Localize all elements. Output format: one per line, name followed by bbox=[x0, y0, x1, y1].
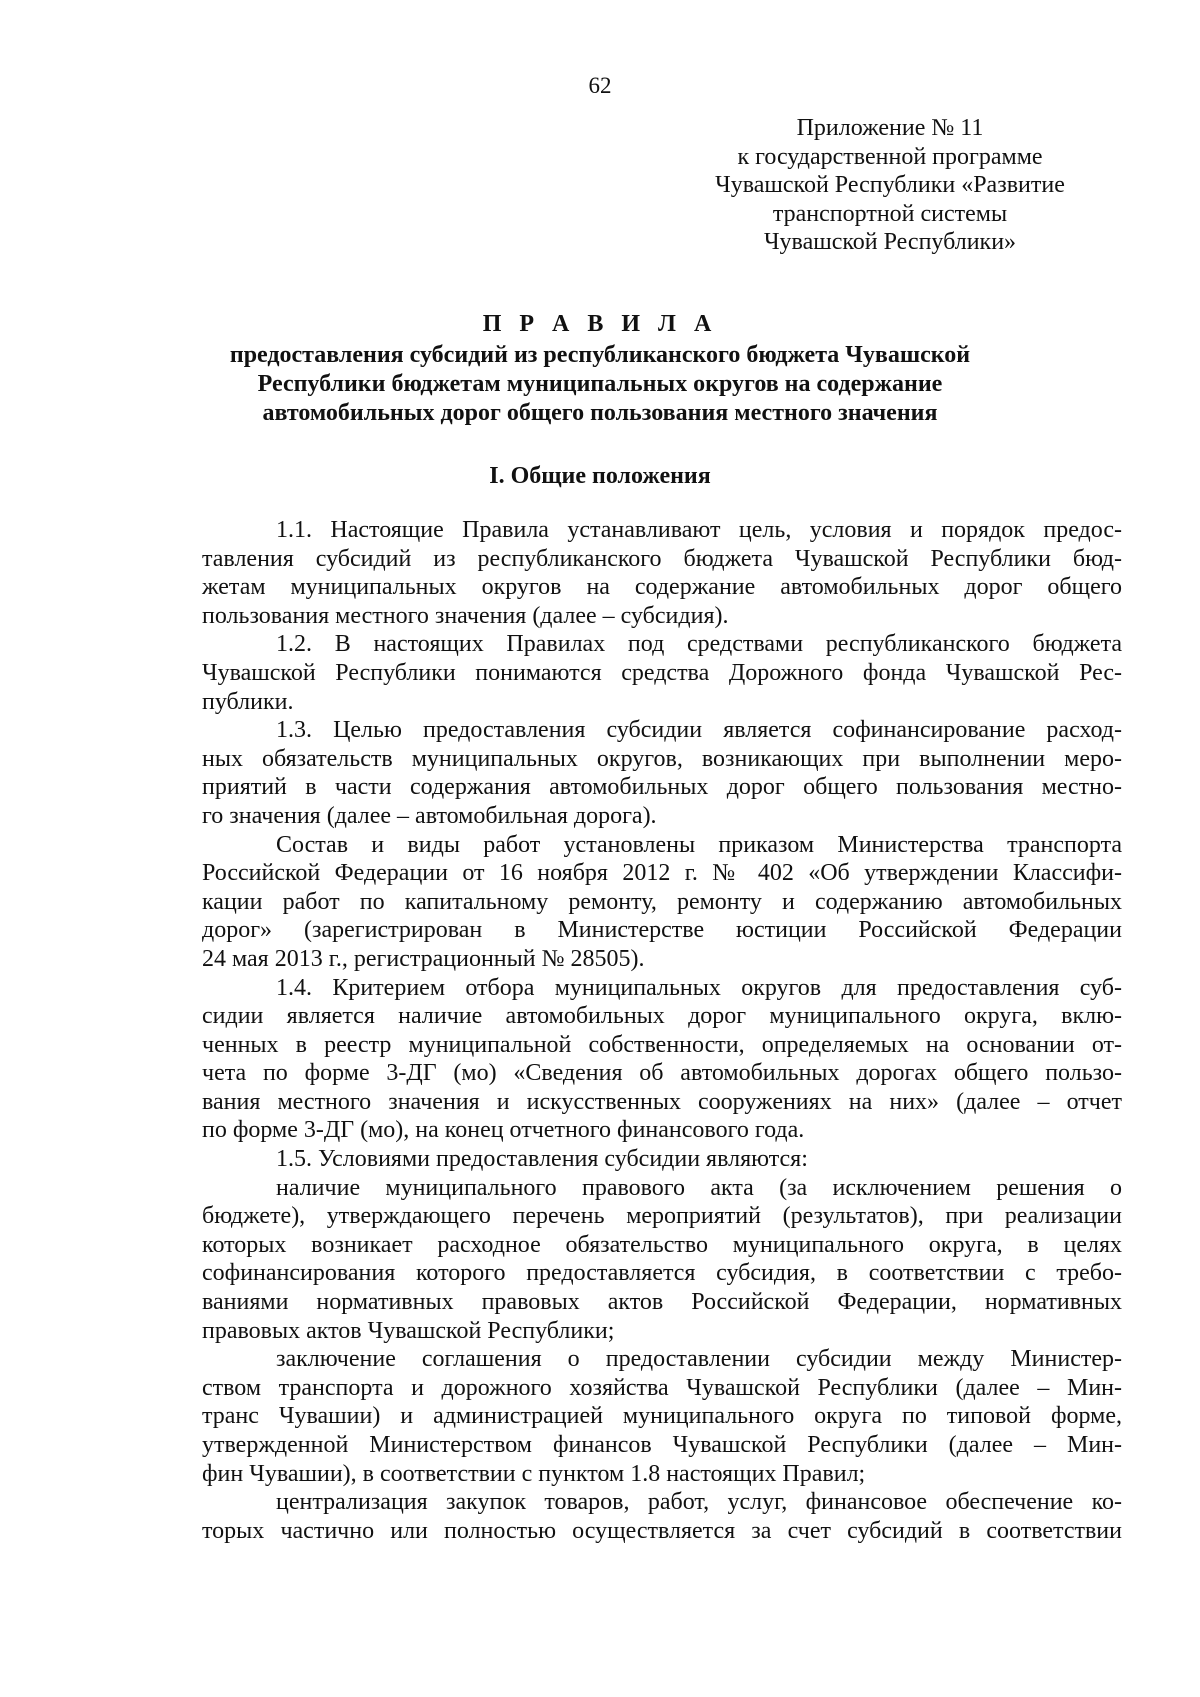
text-line: правовых актов Чувашской Республики; bbox=[202, 1317, 615, 1344]
text-line: дорог» (зарегистрирован в Министерстве юстиции Российской Федерации bbox=[202, 917, 1122, 944]
text-line: тавления субсидий из республиканского бюджета Чувашской Республики бюд- bbox=[202, 545, 1122, 572]
subtitle-line: Республики бюджетам муниципальных округов на содержание bbox=[257, 371, 943, 397]
text-line: ченных в реестр муниципальной собственности, определяемых на основании от- bbox=[202, 1031, 1122, 1058]
appendix-line: Чувашской Республики «Развитие bbox=[715, 172, 1065, 198]
text-line: ством транспорта и дорожного хозяйства Чувашской Республики (далее – Мин- bbox=[202, 1374, 1122, 1401]
text-line: 1.5. Условиями предоставления субсидии являются: bbox=[276, 1146, 808, 1173]
text-line: фин Чувашии), в соответствии с пунктом 1.8 настоящих Правил; bbox=[202, 1460, 866, 1487]
text-line: кации работ по капитальному ремонту, ремонту и содержанию автомобильных bbox=[202, 888, 1122, 915]
appendix-line: Чувашской Республики» bbox=[763, 229, 1017, 255]
text-line: 1.4. Критерием отбора муниципальных округов для предоставления суб- bbox=[276, 974, 1122, 1001]
appendix-line: Приложение № 11 bbox=[796, 115, 984, 141]
text-line: наличие муниципального правового акта (за исключением решения о bbox=[276, 1174, 1122, 1201]
text-line: которых возникает расходное обязательство муниципального округа, в целях bbox=[202, 1231, 1122, 1258]
text-line: ваниями нормативных правовых актов Российской Федерации, нормативных bbox=[202, 1289, 1122, 1316]
text-line: по форме 3-ДГ (мо), на конец отчетного финансового года. bbox=[202, 1117, 805, 1144]
text-line: пользования местного значения (далее – субсидия). bbox=[202, 602, 729, 629]
main-title: П Р А В И Л А bbox=[482, 311, 718, 337]
text-line: централизация закупок товаров, работ, услуг, финансовое обеспечение ко- bbox=[276, 1489, 1122, 1516]
body-text bbox=[202, 516, 1122, 1545]
text-line: Чувашской Республики понимаются средства Дорожного фонда Чувашской Рес- bbox=[202, 659, 1122, 686]
appendix-line: транспортной системы bbox=[772, 200, 1008, 227]
subtitle-line: предоставления субсидий из республиканского бюджета Чувашской bbox=[229, 342, 971, 368]
text-line: Российской Федерации от 16 ноября 2012 г. № 402 «Об утверждении Классифи- bbox=[202, 860, 1122, 887]
text-line: бюджете), утверждающего перечень мероприятий (результатов), при реализации bbox=[202, 1203, 1122, 1230]
text-line: сидии является наличие автомобильных дорог муниципального округа, вклю- bbox=[202, 1003, 1122, 1030]
text-line: чета по форме 3-ДГ (мо) «Сведения об автомобильных дорогах общего пользо- bbox=[202, 1060, 1122, 1087]
text-line: заключение соглашения о предоставлении субсидии между Министер- bbox=[276, 1346, 1122, 1373]
subtitle-line: автомобильных дорог общего пользования местного значения bbox=[262, 400, 938, 426]
text-line: 1.1. Настоящие Правила устанавливают цель, условия и порядок предос- bbox=[276, 517, 1122, 543]
text-line: утвержденной Министерством финансов Чувашской Республики (далее – Мин- bbox=[202, 1432, 1122, 1458]
text-line: 24 мая 2013 г., регистрационный № 28505). bbox=[202, 945, 645, 972]
text-line: Состав и виды работ установлены приказом Министерства транспорта bbox=[276, 831, 1122, 858]
appendix-header bbox=[685, 114, 1095, 257]
text-line: 1.3. Целью предоставления субсидии является софинансирование расход- bbox=[276, 717, 1122, 744]
text-line: транс Чувашии) и администрацией муниципального округа по типовой форме, bbox=[202, 1403, 1122, 1430]
appendix-line: к государственной программе bbox=[737, 143, 1043, 170]
text-line: торых частично или полностью осуществляется за счет субсидий в соответствии bbox=[202, 1517, 1122, 1544]
text-line: 1.2. В настоящих Правилах под средствами республиканского бюджета bbox=[276, 631, 1122, 658]
page-number: 62 bbox=[588, 73, 612, 98]
text-line: публики. bbox=[202, 688, 294, 715]
text-line: го значения (далее – автомобильная дорога). bbox=[202, 802, 657, 829]
text-line: ных обязательств муниципальных округов, возникающих при выполнении меро- bbox=[202, 745, 1122, 772]
text-line: жетам муниципальных округов на содержание автомобильных дорог общего bbox=[202, 574, 1122, 601]
text-line: вания местного значения и искусственных сооружениях на них» (далее – отчет bbox=[202, 1088, 1122, 1115]
section-heading: I. Общие положения bbox=[489, 463, 711, 489]
text-line: софинансирования которого предоставляется субсидия, в соответствии с требо- bbox=[202, 1260, 1122, 1287]
document-title bbox=[200, 310, 1000, 428]
text-line: приятий в части содержания автомобильных дорог общего пользования местно- bbox=[202, 774, 1122, 801]
